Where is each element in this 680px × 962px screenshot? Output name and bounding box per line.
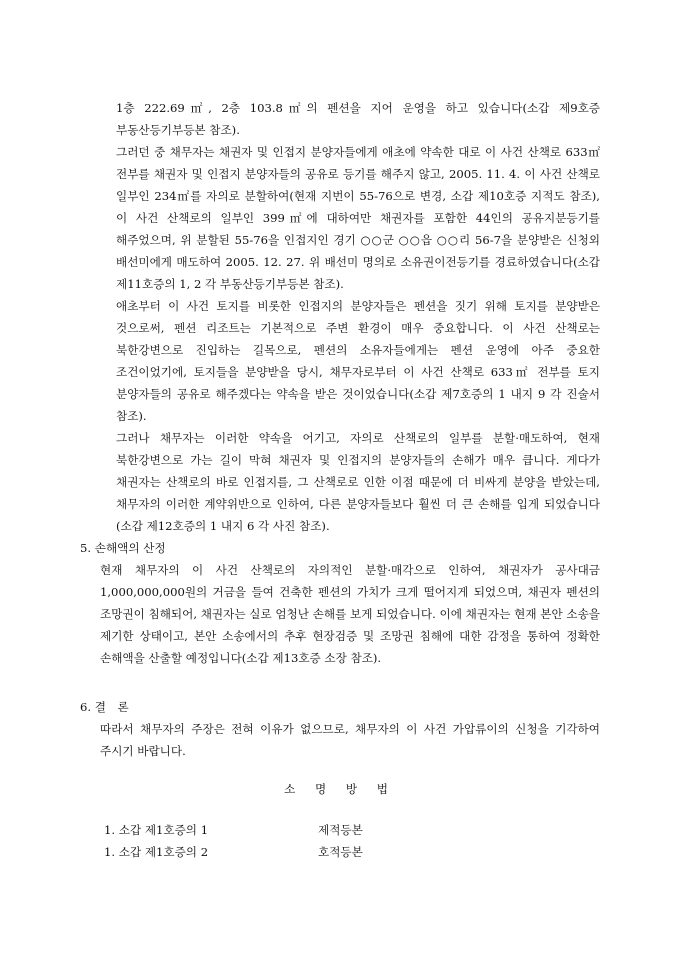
section-5-heading: 5. 손해액의 산정	[80, 541, 166, 555]
evidence-title: 소 명 방 법	[284, 782, 396, 796]
evidence-item	[104, 841, 404, 863]
section-6-text: 따라서 채무자의 주장은 전혀 이유가 없으므로, 채무자의 이 사건 가압류이의 신청을 기각하여 주시기 바랍니다.	[100, 722, 600, 758]
evidence-item-desc: 제적등본	[318, 823, 363, 837]
evidence-item-label: 1. 소갑 제1호증의 2	[104, 845, 209, 859]
paragraph-pension-size: 1층 222.69㎡, 2층 103.8㎡의 펜션을 지어 운영을 하고 있습니다(소갑 제9호증 부동산등기부등본 참조).	[116, 101, 600, 137]
section-5-text: 현재 채무자의 이 사건 산책로의 자의적인 분할·매각으로 인하여, 채권자가 공사대금 1,000,000,000원의 거금을 들여 건축한 펜션의 가치가 크게 떨어지게 되었으며, 채권자 펜션의 조망권이 침해되어, 채권자는 실로 엄청난 손해를 보게 되었습니다. 이에 채권자는 현재 본안 소송을 제기한 상태이고, 본안 소송에서의 추후 현장검증 및 조망권 침해에 대한 감정을 통하여 정확한 손해액을 산출할 예정입니다(소갑 제13호증 소장 참조).	[100, 563, 600, 665]
evidence-item-desc: 호적등본	[318, 845, 363, 859]
evidence-item-label: 1. 소갑 제1호증의 1	[104, 823, 209, 837]
paragraph-damage: 그러나 채무자는 이러한 약속을 어기고, 자의로 산책로의 일부를 분할·매도하여, 현재 북한강변으로 가는 길이 막혀 채권자 및 인접지의 분양자들의 손해가 매우 큽니다. 게다가 채권자는 산책로의 바로 인접지를, 그 산책로로 인한 이점 때문에 더 비싸게 분양을 받았는데, 채무자의 이러한 계약위반으로 인하여, 다른 분양자들보다 훨씬 더 큰 손해를 입게 되었습니다(소갑 제12호증의 1 내지 6 각 사진 참조).	[116, 431, 600, 533]
evidence-item	[104, 819, 404, 841]
paragraph-promise-breach: 그러던 중 채무자는 채권자 및 인접지 분양자들에게 애초에 약속한 대로 이 사건 산책로 633㎡ 전부를 채권자 및 인접지 분양자들의 공유로 등기를 해주지 않고, 2005. 11. 4. 이 사건 산책로 일부인 234㎡를 자의로 분할하여(현재 지번이 55-76으로 변경, 소갑 제10호증 지적도 참조), 이 사건 산책로의 일부인 399㎡에 대하여만 채권자를 포함한 44인의 공유지분등기를 해주었으며, 위 분할된 55-76을 인접지인 경기 ○○군 ○○읍 ○○리 56-7을 분양받은 신청외 배선미에게 매도하여 2005. 12. 27. 위 배선미 명의로 소유권이전등기를 경료하였습니다(소갑 제11호증의 1, 2 각 부동산등기부등본 참조).	[116, 145, 600, 291]
section-6-heading: 6. 결 론	[80, 700, 129, 714]
paragraph-original-promise: 애초부터 이 사건 토지를 비롯한 인접지의 분양자들은 펜션을 짓기 위해 토지를 분양받은 것으로써, 펜션 리조트는 기본적으로 주변 환경이 매우 중요합니다. 이 사건 산책로는 북한강변으로 진입하는 길목으로, 펜션의 소유자들에게는 펜션 운영에 아주 중요한 조건이었기에, 토지들을 분양받을 당시, 채무자로부터 이 사건 산책로 633㎡ 전부를 토지 분양자들의 공유로 해주겠다는 약속을 받은 것이었습니다(소갑 제7호증의 1 내지 9 각 진술서 참조).	[116, 299, 600, 423]
